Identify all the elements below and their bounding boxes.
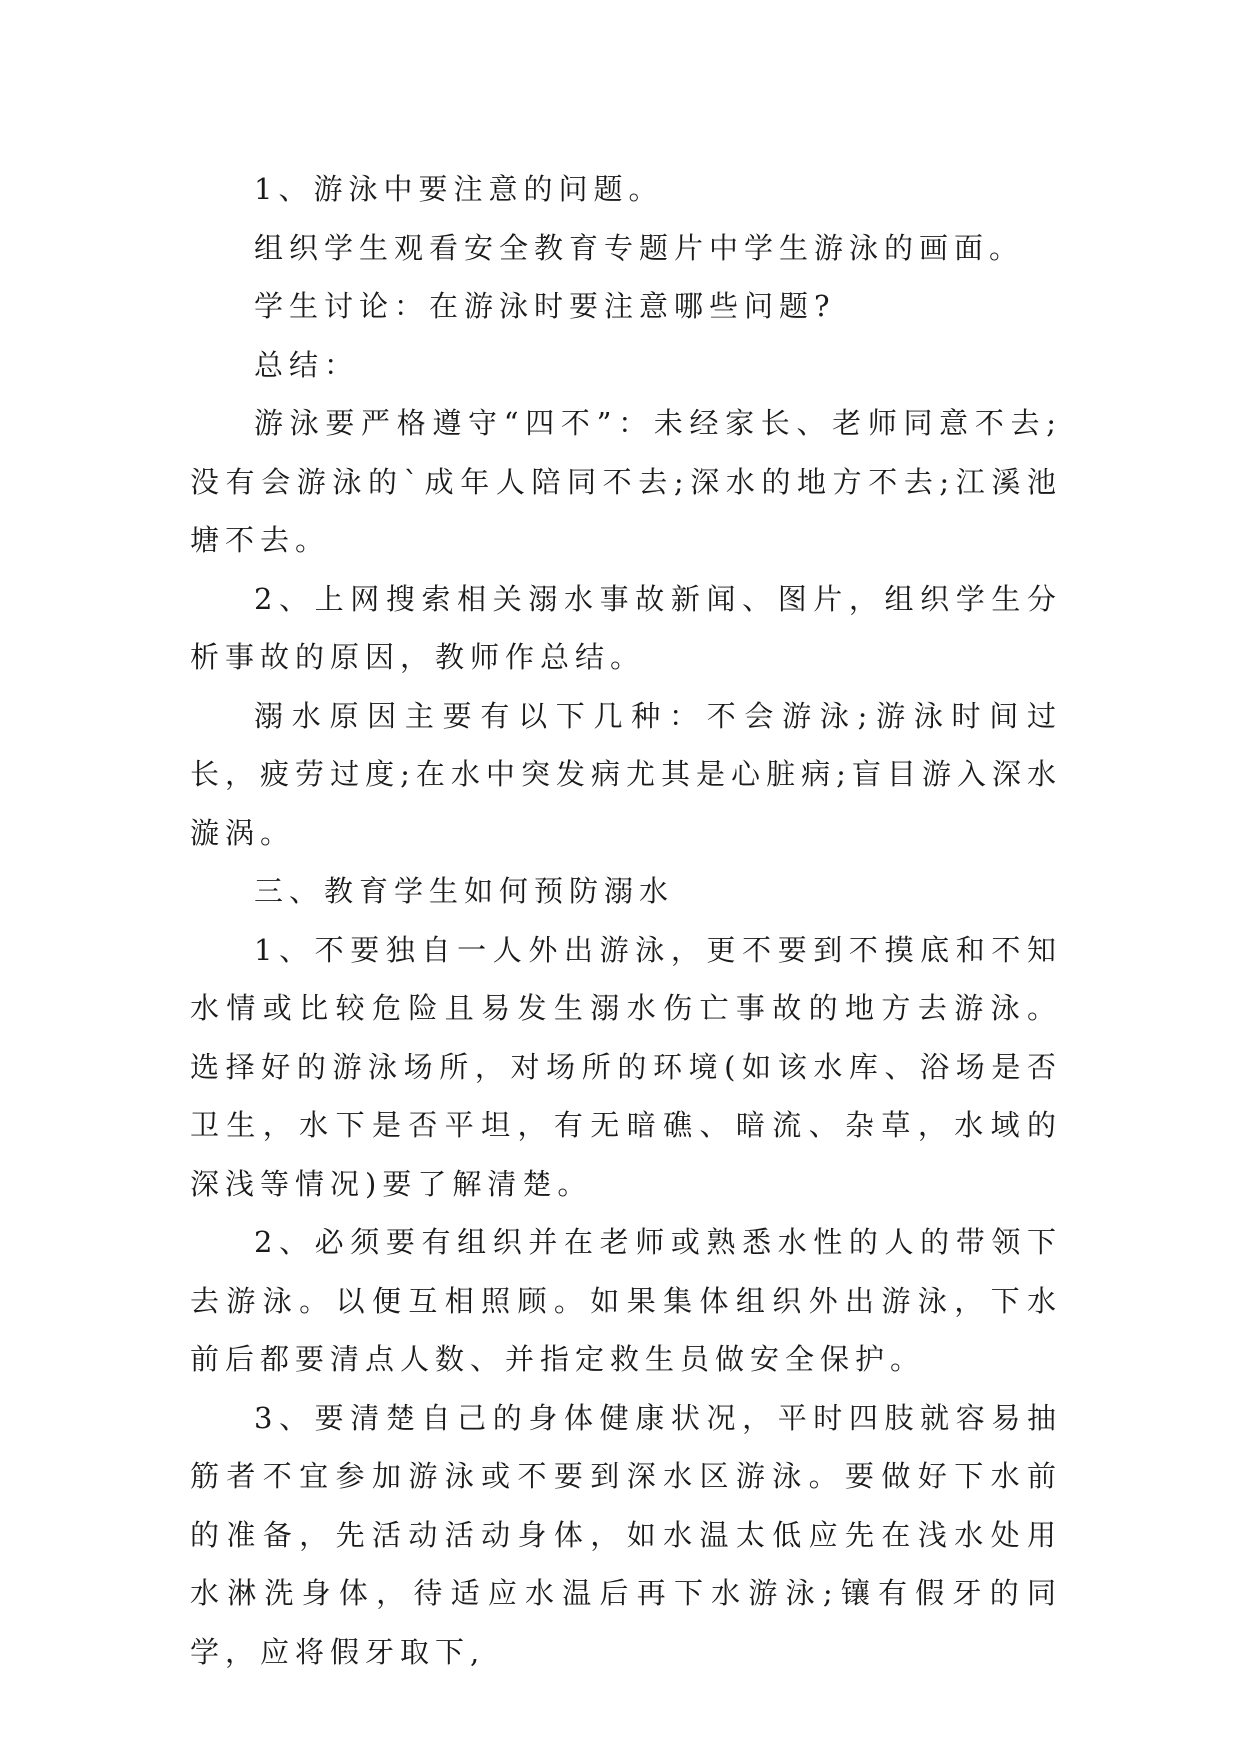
document-body [190, 160, 1062, 1681]
paragraph-drowning-causes: 溺水原因主要有以下几种：不会游泳;游泳时间过长，疲劳过度;在水中突发病尤其是心脏病;盲目游入深水漩涡。 [190, 698, 1062, 850]
paragraph-discussion: 学生讨论：在游泳时要注意哪些问题? [254, 289, 836, 323]
section-heading-prevention: 三、教育学生如何预防溺水 [254, 874, 675, 908]
paragraph-summary-heading: 总结： [254, 347, 360, 382]
paragraph-four-rules: 游泳要严格遵守“四不”：未经家长、老师同意不去;没有会游泳的`成年人陪同不去;深水的地方不去;江溪池塘不去。 [190, 406, 1062, 557]
paragraph-prevention-2: 2、必须要有组织并在老师或熟悉水性的人的带领下去游泳。以便互相照顾。如果集体组织外出游泳，下水前后都要清点人数、并指定救生员做安全保护。 [190, 1225, 1062, 1376]
paragraph-prevention-1: 1、不要独自一人外出游泳，更不要到不摸底和不知水情或比较危险且易发生溺水伤亡事故的地方去游泳。选择好的游泳场所，对场所的环境(如该水库、浴场是否卫生，水下是否平坦，有无暗礁、暗流、杂草，水域的深浅等情况)要了解清楚。 [190, 932, 1062, 1201]
paragraph-search-news: 2、上网搜索相关溺水事故新闻、图片，组织学生分析事故的原因，教师作总结。 [190, 581, 1062, 674]
paragraph-swimming-issues: 1、游泳中要注意的问题。 [254, 172, 664, 206]
paragraph-watch-video: 组织学生观看安全教育专题片中学生游泳的画面。 [254, 230, 1025, 265]
paragraph-prevention-3: 3、要清楚自己的身体健康状况，平时四肢就容易抽筋者不宜参加游泳或不要到深水区游泳。要做好下水前的准备，先活动活动身体，如水温太低应先在浅水处用水淋洗身体，待适应水温后再下水游泳;镶有假牙的同学，应将假牙取下, [190, 1400, 1062, 1669]
